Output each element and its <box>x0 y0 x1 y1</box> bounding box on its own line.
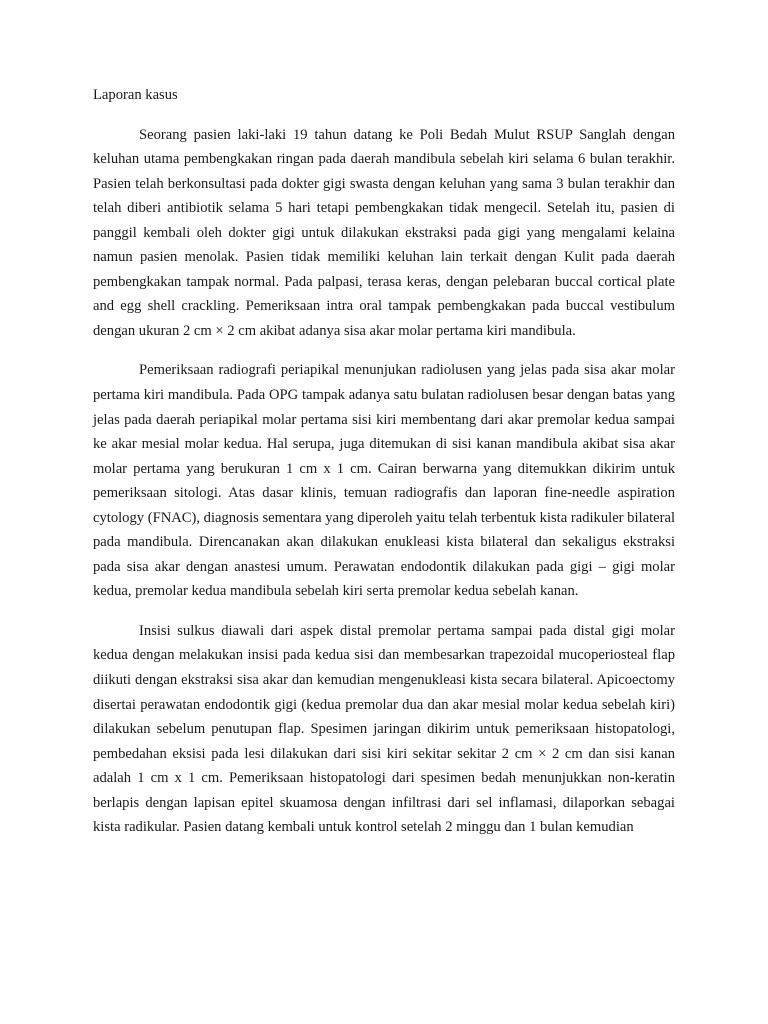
spacer <box>93 343 675 358</box>
spacer <box>93 604 675 619</box>
document-page <box>93 83 675 840</box>
paragraph-radiographic-findings: Pemeriksaan radiografi periapikal menunjukan radiolusen yang jelas pada sisa akar molar pertama kiri mandibula. Pada OPG tampak adanya satu bulatan radiolusen besar dengan batas yang jelas pada daerah periapikal molar pertama sisi kiri membentang dari akar premolar kedua sampai ke akar mesial molar kedua. Hal serupa, juga ditemukan di sisi kanan mandibula akibat sisa akar molar pertama yang berukuran 1 cm x 1 cm. Cairan berwarna yang ditemukkan dikirim untuk pemeriksaan sitologi. Atas dasar klinis, temuan radiografis dan laporan fine-needle aspiration cytology (FNAC), diagnosis sementara yang diperoleh yaitu telah terbentuk kista radikuler bilateral pada mandibula. Direncanakan akan dilakukan enukleasi kista bilateral dan sekaligus ekstraksi pada sisa akar dengan anastesi umum. Perawatan endodontik dilakukan pada gigi – gigi molar kedua, premolar kedua mandibula sebelah kiri serta premolar kedua sebelah kanan. <box>93 362 675 600</box>
spacer <box>93 108 675 123</box>
paragraph-surgical-procedure: Insisi sulkus diawali dari aspek distal premolar pertama sampai pada distal gigi molar kedua dengan melakukan insisi pada kedua sisi dan membesarkan trapezoidal mucoperiosteal flap diikuti dengan ekstraksi sisa akar dan kemudian mengenukleasi kista secara bilateral. Apicoectomy disertai perawatan endodontik gigi (kedua premolar dua dan akar mesial molar kedua sebelah kiri) dilakukan sebelum penutupan flap. Spesimen jaringan dikirim untuk pemeriksaan histopatologi, pembedahan eksisi pada lesi dilakukan dari sisi kiri sekitar sekitar 2 cm × 2 cm dan sisi kanan adalah 1 cm x 1 cm. Pemeriksaan histopatologi dari spesimen bedah menunjukkan non-keratin berlapis dengan lapisan epitel skuamosa dengan infiltrasi dari sel inflamasi, dilaporkan sebagai kista radikular. Pasien datang kembali untuk kontrol setelah 2 minggu dan 1 bulan kemudian <box>93 622 675 836</box>
document-heading: Laporan kasus <box>93 87 178 103</box>
paragraph-case-presentation: Seorang pasien laki-laki 19 tahun datang ke Poli Bedah Mulut RSUP Sanglah dengan keluhan utama pembengkakan ringan pada daerah mandibula sebelah kiri selama 6 bulan terakhir. Pasien telah berkonsultasi pada dokter gigi swasta dengan keluhan yang sama 3 bulan terakhir dan telah diberi antibiotik selama 5 hari tetapi pembengkakan tidak mengecil. Setelah itu, pasien di panggil kembali oleh dokter gigi untuk dilakukan ekstraksi pada gigi yang mengalami kelaina namun pasien menolak. Pasien tidak memiliki keluhan lain terkait dengan Kulit pada daerah pembengkakan tampak normal. Pada palpasi, terasa keras, dengan pelebaran buccal cortical plate and egg shell crackling. Pemeriksaan intra oral tampak pembengkakan pada buccal vestibulum dengan ukuran 2 cm × 2 cm akibat adanya sisa akar molar pertama kiri mandibula. <box>93 126 675 339</box>
